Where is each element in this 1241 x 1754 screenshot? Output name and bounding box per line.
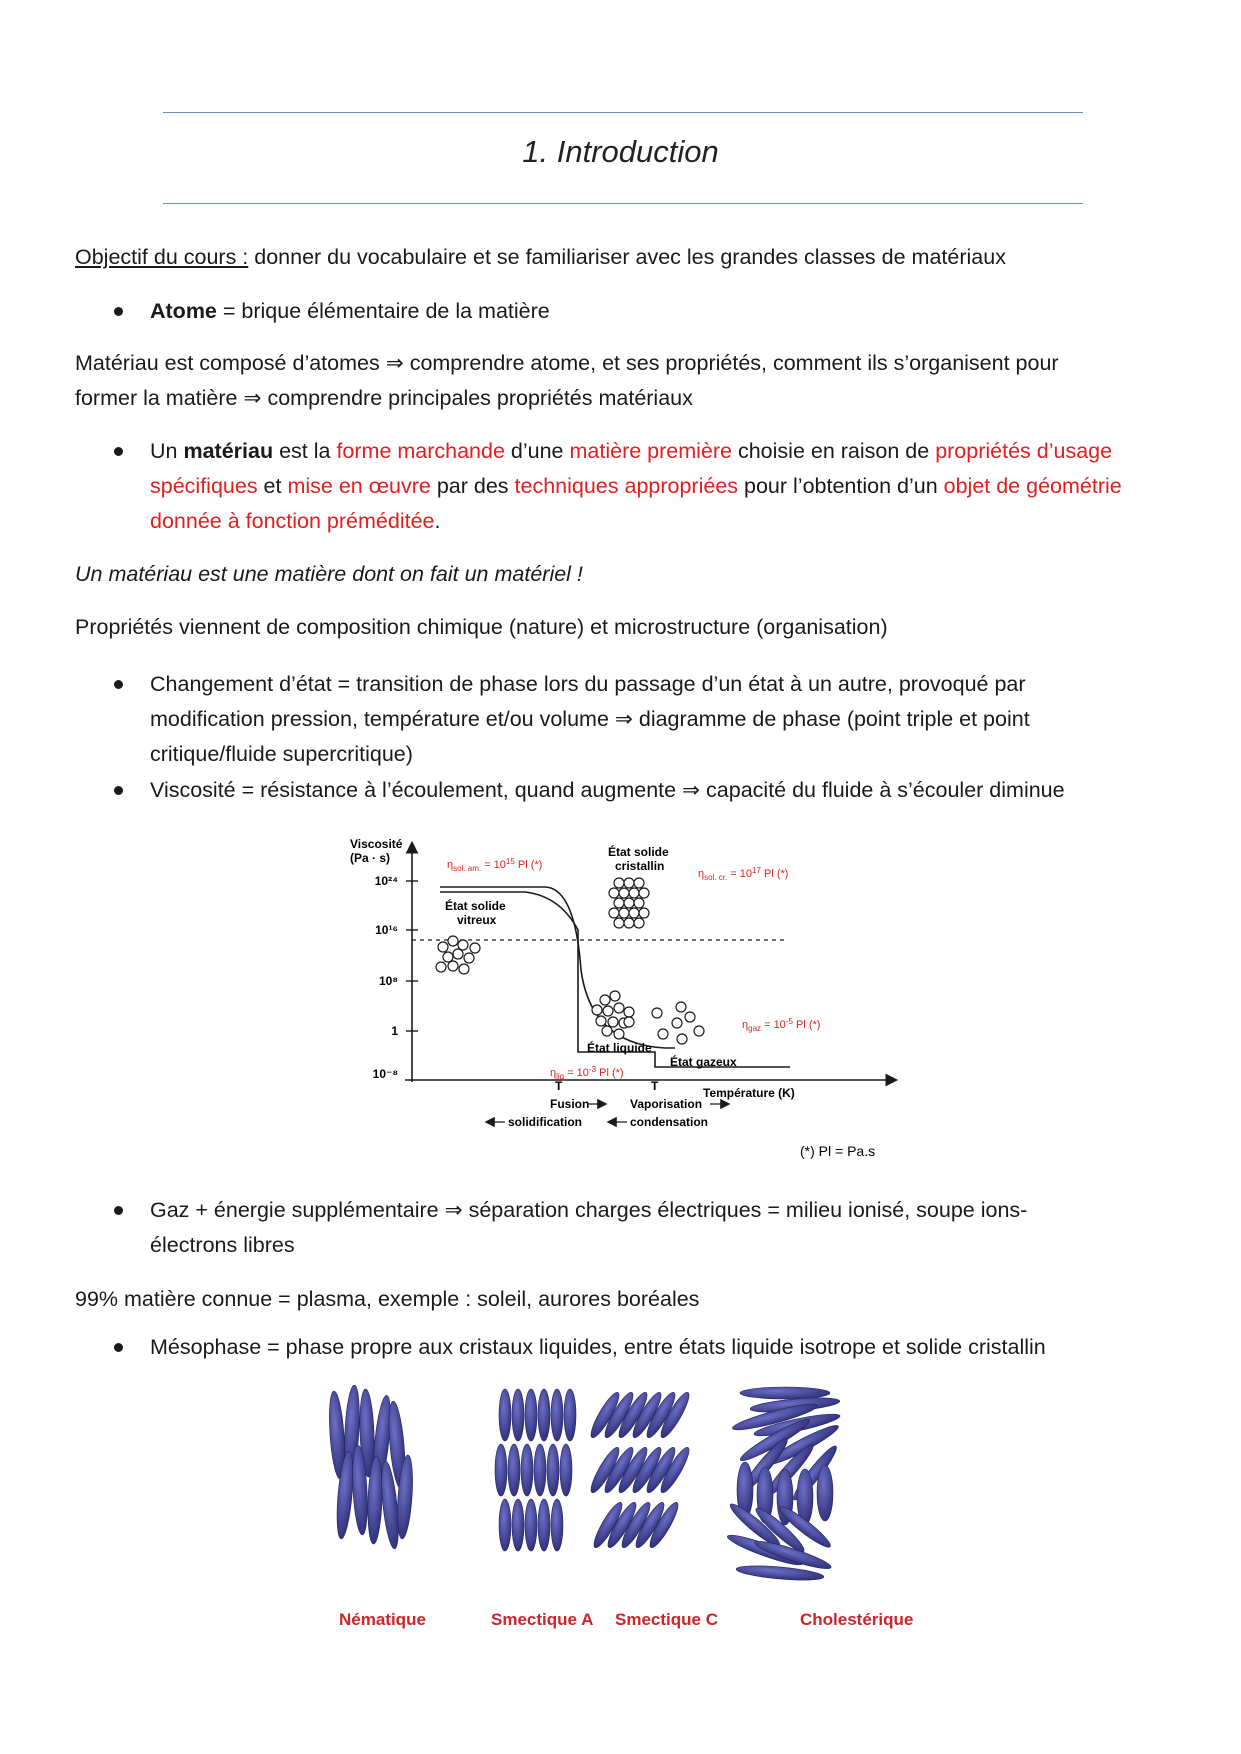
composition-line-2: former la matière ⇒ comprendre principales propriétés matériaux: [75, 386, 693, 410]
objective-text: donner du vocabulaire et se familiariser avec les grandes classes de matériaux: [248, 245, 1006, 269]
solidification-label: solidification: [508, 1115, 583, 1129]
solide-cristallin-label: cristallin: [615, 859, 665, 873]
plasma-paragraph: 99% matière connue = plasma, exemple : soleil, aurores boréales: [75, 1287, 700, 1311]
material-def-text: .: [434, 509, 441, 533]
cholesteric-label: Cholestérique: [800, 1610, 914, 1629]
atom-bullet: [150, 294, 1150, 329]
bullet-dot: [114, 680, 123, 689]
y-axis-unit: (Pa · s): [350, 851, 391, 865]
material-def-text: pour l’obtention d’un: [738, 474, 944, 498]
material-def-highlight: objet de géométrie donnée à fonction préméditée: [150, 474, 1122, 533]
y-tick-label: 10⁻⁸: [372, 1067, 398, 1081]
bullet-dot: [114, 447, 123, 456]
gas-ionization-bullet: Gaz + énergie supplémentaire ⇒ séparation charges électriques = milieu ionisé, soupe ions-électrons libres: [150, 1198, 1028, 1257]
material-def-highlight: forme marchande: [336, 439, 505, 463]
solide-vitreux-label: vitreux: [457, 913, 497, 927]
crystal-lattice-icon: [609, 878, 649, 928]
material-def-text: est la: [273, 439, 337, 463]
vaporisation-label: Vaporisation: [630, 1097, 703, 1111]
bullet-dot: [114, 1206, 123, 1215]
smectic-a-ellipsoids: [495, 1389, 576, 1551]
smectic-c-label: Smectique C: [615, 1610, 718, 1629]
y-axis-label: Viscosité: [350, 837, 403, 851]
mesophase-figure: [325, 1385, 945, 1595]
cholesteric-ellipsoids: [725, 1387, 841, 1583]
fusion-temperature-mark: T: [555, 1079, 563, 1093]
bullet-dot: [114, 1343, 123, 1352]
composition-line-1: Matériau est composé d’atomes ⇒ comprendre atome, et ses propriétés, comment ils s’organisent pour: [75, 351, 1059, 375]
x-axis-label: Température (K): [703, 1086, 795, 1100]
smectic-c-ellipsoids: [587, 1389, 693, 1550]
material-def-term: matériau: [183, 439, 274, 463]
material-def-highlight: propriétés d’usage spécifiques: [150, 439, 1113, 498]
nematic-ellipsoids: [327, 1385, 415, 1549]
material-def-text: par des: [430, 474, 515, 498]
properties-paragraph: Propriétés viennent de composition chimique (nature) et microstructure (organisation): [75, 615, 888, 639]
liquide-label: État liquide: [587, 1041, 652, 1055]
state-change-bullet: Changement d’état = transition de phase lors du passage d’un état à un autre, provoqué par modification pression, température et/ou volume ⇒ diagramme de phase (point triple et point critique/fluide supercritique): [150, 672, 1030, 766]
y-tick-label: 10¹⁶: [375, 923, 398, 937]
solide-vitreux-label: État solide: [445, 899, 506, 913]
viscosity-temperature-diagram: [345, 830, 915, 1170]
objective-label: Objectif du cours :: [75, 245, 249, 269]
material-def-text: d’une: [504, 439, 570, 463]
eta-crystalline-annotation: $\eta_{sol. cr.} = 10^{17}$ Pl (*): [698, 866, 789, 882]
condensation-label: condensation: [630, 1115, 709, 1129]
material-def-text: et: [257, 474, 288, 498]
atom-term: Atome: [150, 299, 217, 323]
y-tick-label: 10²⁴: [374, 874, 398, 888]
title-rule-top: [163, 112, 1083, 113]
material-def-highlight: mise en œuvre: [287, 474, 431, 498]
italic-note: Un matériau est une matière dont on fait un matériel !: [75, 562, 583, 586]
eta-amorphous-annotation: $\eta_{sol. am.} = 10^{15}$ Pl (*): [447, 857, 543, 873]
material-def-text: choisie en raison de: [732, 439, 936, 463]
material-definition-bullet: [150, 434, 1145, 539]
nematic-label: Nématique: [339, 1610, 426, 1629]
objective-paragraph: [75, 240, 1165, 275]
bullet-dot: [114, 786, 123, 795]
title-rule-bottom: [163, 203, 1083, 204]
eta-gas-annotation: $\eta_{gaz} = 10^{-5}$ Pl (*): [742, 1017, 821, 1033]
y-tick-label: 10⁸: [378, 974, 398, 988]
material-def-highlight: techniques appropriées: [514, 474, 739, 498]
bullet-dot: [114, 307, 123, 316]
viscosity-bullet: Viscosité = résistance à l’écoulement, quand augmente ⇒ capacité du fluide à s’écouler diminue: [150, 778, 1065, 802]
fusion-label: Fusion: [550, 1097, 590, 1111]
gas-atoms-icon: [624, 1002, 704, 1044]
mesophase-bullet: Mésophase = phase propre aux cristaux liquides, entre états liquide isotrope et solide cristallin: [150, 1335, 1046, 1359]
page-title: 1. Introduction: [522, 134, 719, 169]
smectic-a-label: Smectique A: [491, 1610, 594, 1629]
material-def-text: Un: [150, 439, 184, 463]
atom-text: = brique élémentaire de la matière: [216, 299, 550, 323]
figure-footnote: (*) Pl = Pa.s: [800, 1143, 876, 1159]
composition-paragraph: [75, 346, 1165, 416]
eta-liquid-annotation: $\eta_{liq} = 10^{-3}$ Pl (*): [550, 1065, 624, 1081]
gazeux-label: État gazeux: [670, 1055, 737, 1069]
y-tick-label: 1: [391, 1024, 398, 1038]
solide-cristallin-label: État solide: [608, 845, 669, 859]
vaporisation-temperature-mark: T: [651, 1079, 659, 1093]
material-def-highlight: matière première: [569, 439, 732, 463]
amorphous-atoms-icon: [436, 936, 480, 974]
